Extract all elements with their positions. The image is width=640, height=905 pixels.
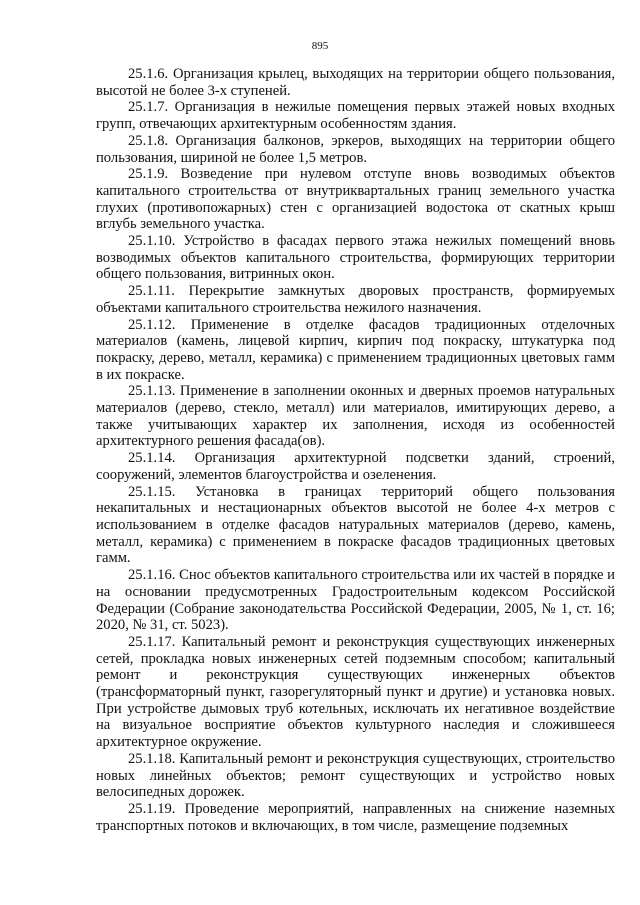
paragraph-25-1-18: 25.1.18. Капитальный ремонт и реконструкция существующих, строительство новых линейных объектов; ремонт существующих и устройство новых велосипедных дорожек. bbox=[96, 750, 615, 801]
paragraph-25-1-15: 25.1.15. Установка в границах территорий общего пользования некапитальных и нестационарных объектов высотой не более 4-х метров с использованием в отделке фасадов натуральных материалов (дерево, камень, металл, керамика) с применением в покраске фасадов традиционных цветовых гамм. bbox=[96, 483, 615, 567]
paragraph-25-1-6: 25.1.6. Организация крылец, выходящих на территории общего пользования, высотой не более 3-х ступеней. bbox=[96, 66, 615, 99]
paragraph-25-1-13: 25.1.13. Применение в заполнении оконных и дверных проемов натуральных материалов (дерево, стекло, металл) или материалов, имитирующих дерево, а также учитывающих характер их заполнения, исходя из особенностей архитектурного решения фасада(ов). bbox=[96, 383, 615, 450]
paragraph-25-1-19: 25.1.19. Проведение мероприятий, направленных на снижение наземных транспортных потоков и включающих, в том числе, размещение подземных bbox=[96, 800, 615, 834]
paragraph-25-1-12: 25.1.12. Применение в отделке фасадов традиционных отделочных материалов (камень, лицевой кирпич, кирпич под покраску, штукатурка под покраску, дерево, металл, керамика) с применением традиционных цветовых гамм в их покраске. bbox=[96, 316, 615, 383]
paragraph-25-1-11: 25.1.11. Перекрытие замкнутых дворовых пространств, формируемых объектами капитального строительства нежилого назначения. bbox=[96, 283, 615, 316]
paragraph-25-1-8: 25.1.8. Организация балконов, эркеров, выходящих на территории общего пользования, шириной не более 1,5 метров. bbox=[96, 132, 615, 166]
paragraph-25-1-7: 25.1.7. Организация в нежилые помещения первых этажей новых входных групп, отвечающих архитектурным особенностям здания. bbox=[96, 99, 615, 133]
paragraph-25-1-17: 25.1.17. Капитальный ремонт и реконструкция существующих инженерных сетей, прокладка новых инженерных сетей подземным способом; капитальный ремонт и реконструкция существующих инженерных объектов (трансформаторный пункт, газорегуляторный пункт и другие) и установка новых. При устройстве дымовых труб котельных, исключать их негативное воздействие на визуальное восприятие объектов культурного наследия и сложившееся архитектурное окружение. bbox=[96, 633, 615, 751]
paragraph-25-1-10: 25.1.10. Устройство в фасадах первого этажа нежилых помещений вновь возводимых объектов капитального строительства, формирующих территории общего пользования, витринных окон. bbox=[96, 233, 615, 283]
paragraph-25-1-9: 25.1.9. Возведение при нулевом отступе вновь возводимых объектов капитального строительства от внутриквартальных границ земельного участка глухих (противопожарных) стен с организацией водостока от скатных крыш вглубь земельного участка. bbox=[96, 166, 615, 233]
page-number: 895 bbox=[311, 40, 329, 52]
document-body bbox=[96, 66, 615, 834]
paragraph-25-1-14: 25.1.14. Организация архитектурной подсветки зданий, строений, сооружений, элементов благоустройства и озеленения. bbox=[96, 450, 615, 483]
paragraph-25-1-16: 25.1.16. Снос объектов капитального строительства или их частей в порядке и на основании предусмотренных Градостроительным кодексом Российской Федерации (Собрание законодательства Российской Федерации, 2005, № 1, ст. 16; 2020, № 31, ст. 5023). bbox=[96, 567, 615, 634]
